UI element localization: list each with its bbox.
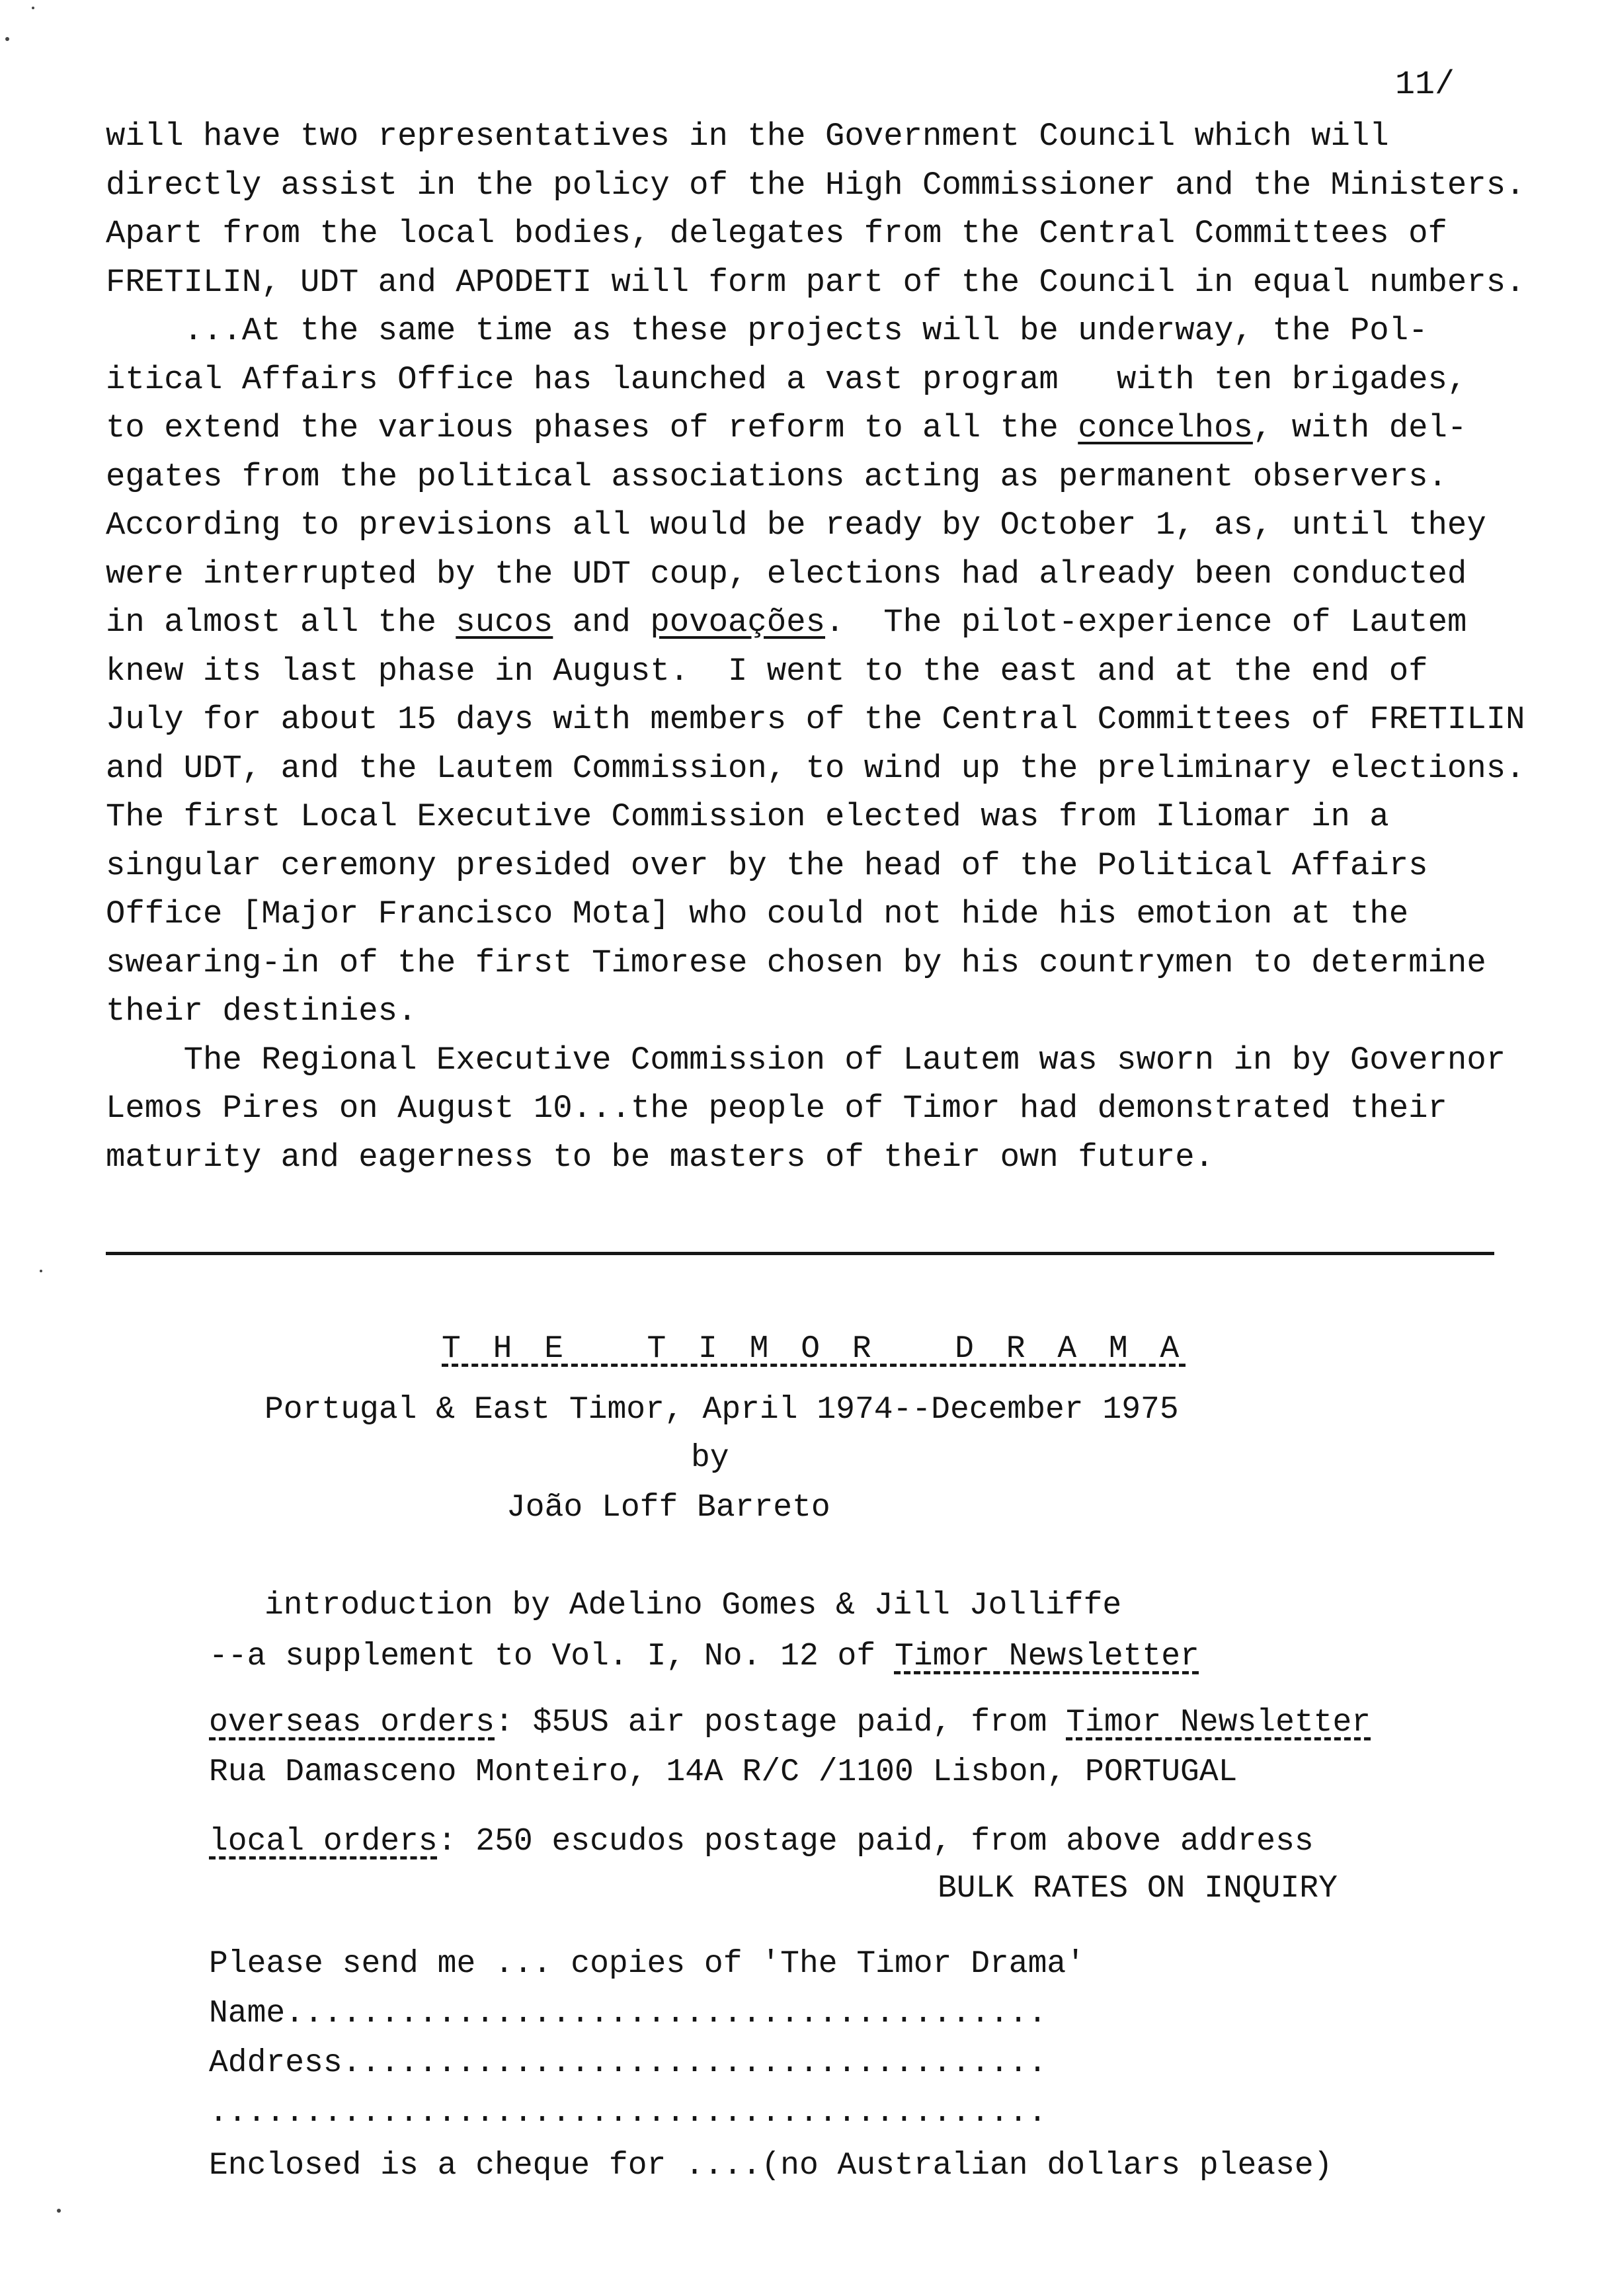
article-line (106, 259, 1574, 308)
underlined-term: concelhos (1078, 409, 1253, 446)
article-line (106, 550, 1574, 599)
article-line (106, 307, 1574, 356)
scan-speck (32, 7, 34, 9)
article-text: and (553, 604, 651, 641)
article-text: were interrupted by the UDT coup, elections had already been conducted (106, 555, 1467, 593)
order-request: Please send me ... copies of 'The Timor Drama' (209, 1946, 1086, 1982)
article-text: to extend the various phases of reform to all the (106, 409, 1078, 446)
overseas-orders-label: overseas orders (209, 1705, 495, 1741)
article-line (106, 1036, 1574, 1085)
article-line (106, 890, 1574, 939)
article-line (106, 939, 1574, 988)
mailing-address: Rua Damasceno Monteiro, 14A R/C /1100 Lisbon, PORTUGAL (209, 1754, 1238, 1790)
article-text: directly assist in the policy of the High Commissioner and the Ministers. (106, 166, 1525, 204)
article-text: ...At the same time as these projects will be underway, the Pol- (106, 312, 1428, 349)
local-orders-label: local orders (209, 1824, 438, 1860)
article-text: The Regional Executive Commission of Lautem was sworn in by Governor (106, 1041, 1506, 1079)
article-line (106, 987, 1574, 1036)
cheque-line: Enclosed is a cheque for ....(no Australian dollars please) (209, 2148, 1333, 2184)
book-title: T H E T I M O R D R A M A (442, 1331, 1186, 1367)
article-text: knew its last phase in August. I went to the east and at the end of (106, 652, 1428, 690)
supplement-prefix: --a supplement to Vol. I, No. 12 of (209, 1639, 895, 1674)
book-introduction: introduction by Adelino Gomes & Jill Jolliffe (264, 1588, 1122, 1623)
article-text: egates from the political associations acting as permanent observers. (106, 458, 1447, 495)
overseas-orders-line (209, 1703, 1371, 1742)
local-orders-text: : 250 escudos postage paid, from above address (437, 1824, 1314, 1860)
bulk-rates-note: BULK RATES ON INQUIRY (938, 1871, 1338, 1906)
scan-speck (5, 37, 9, 41)
supplement-title: Timor Newsletter (894, 1639, 1199, 1674)
supplement-line (209, 1637, 1199, 1676)
local-orders-line (209, 1822, 1314, 1862)
article-text: maturity and eagerness to be masters of their own future. (106, 1138, 1215, 1176)
article-line (106, 793, 1574, 842)
article-line (106, 210, 1574, 259)
article-text: Apart from the local bodies, delegates from the Central Committees of (106, 215, 1447, 252)
article-text: itical Affairs Office has launched a vast program with ten brigades, (106, 360, 1467, 398)
article-line (106, 696, 1574, 745)
article-text: , with del- (1252, 409, 1467, 446)
article-line (106, 161, 1574, 210)
article-line (106, 356, 1574, 405)
article-text: The first Local Executive Commission elected was from Iliomar in a (106, 798, 1389, 835)
article-line (106, 745, 1574, 794)
article-text: According to previsions all would be ready by October 1, as, until they (106, 507, 1486, 544)
article-line (106, 501, 1574, 550)
article-line (106, 842, 1574, 891)
article-text: . The pilot-experience of Lautem (825, 604, 1467, 641)
book-by: by (691, 1440, 729, 1476)
address-continuation-field[interactable]: ............................................ (209, 2095, 1047, 2131)
page-number: 11/ (1395, 66, 1455, 104)
article-text: singular ceremony presided over by the head of the Political Affairs (106, 846, 1428, 884)
overseas-orders-source: Timor Newsletter (1066, 1705, 1371, 1741)
article-text: will have two representatives in the Government Council which will (106, 118, 1389, 155)
book-subtitle: Portugal & East Timor, April 1974--December 1975 (264, 1392, 1179, 1428)
article-text: July for about 15 days with members of the Central Committees of FRETILIN (106, 701, 1525, 738)
article-text: FRETILIN, UDT and APODETI will form part of the Council in equal numbers. (106, 263, 1525, 301)
article-line (106, 453, 1574, 502)
article-line (106, 112, 1574, 161)
article-line (106, 647, 1574, 696)
article-line (106, 1085, 1574, 1133)
article-body (106, 112, 1574, 1182)
article-line (106, 404, 1574, 453)
article-text: their destinies. (106, 993, 417, 1030)
book-author: João Loff Barreto (506, 1490, 830, 1526)
article-text: Office [Major Francisco Mota] who could not hide his emotion at the (106, 895, 1409, 932)
scan-speck (57, 2209, 61, 2213)
underlined-term: povoações (650, 604, 826, 641)
article-text: swearing-in of the first Timorese chosen by his countrymen to determine (106, 944, 1486, 981)
article-line (106, 598, 1574, 647)
article-text: in almost all the (106, 604, 456, 641)
name-field[interactable]: Name........................................ (209, 1996, 1047, 2031)
article-line (106, 1133, 1574, 1182)
section-divider (106, 1252, 1494, 1255)
scan-speck (40, 1270, 42, 1272)
address-field[interactable]: Address..................................... (209, 2045, 1047, 2081)
article-text: and UDT, and the Lautem Commission, to wind up the preliminary elections. (106, 749, 1525, 787)
overseas-orders-text: : $5US air postage paid, from (495, 1705, 1066, 1741)
underlined-term: sucos (456, 604, 553, 641)
article-text: Lemos Pires on August 10...the people of Timor had demonstrated their (106, 1090, 1447, 1127)
